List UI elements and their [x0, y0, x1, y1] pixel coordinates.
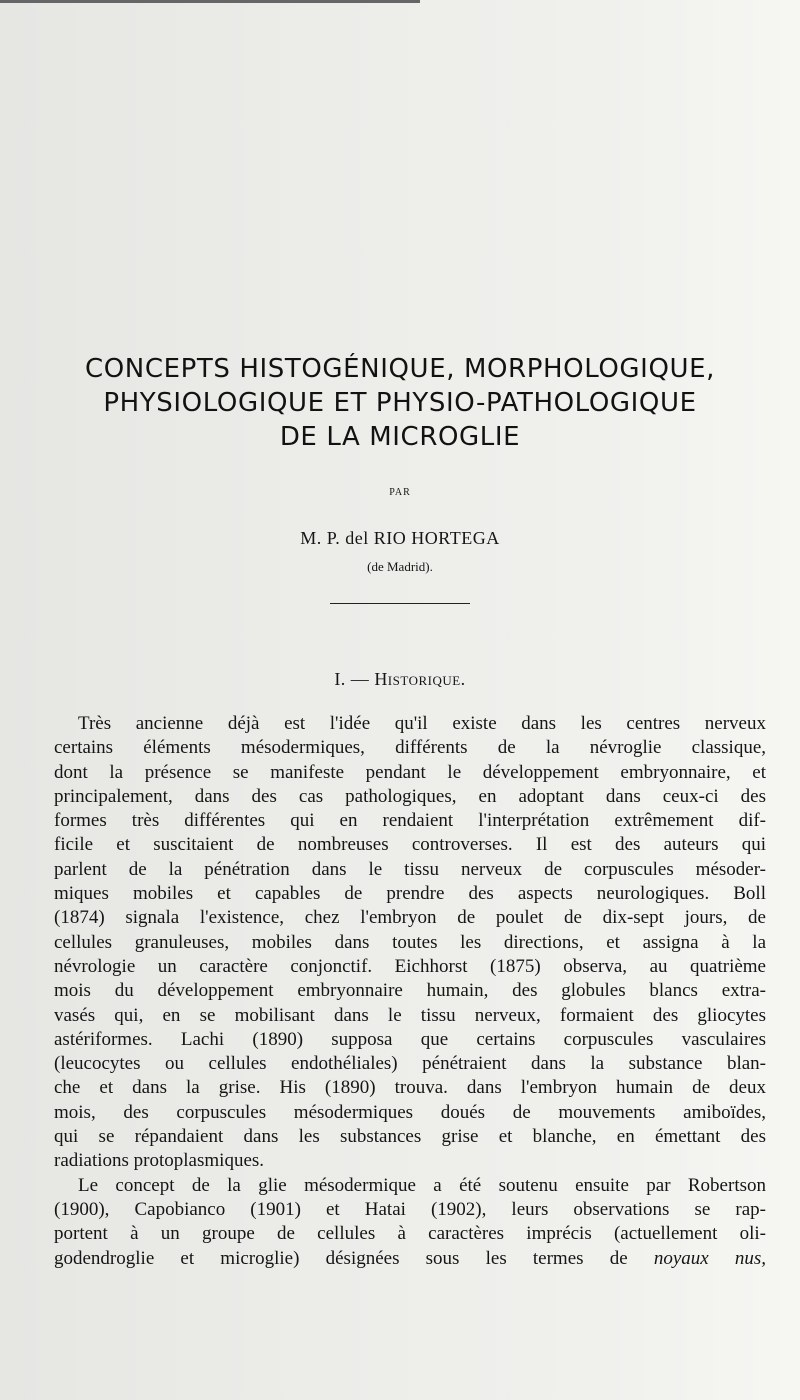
italic-term: noyaux nus, [653, 1247, 766, 1269]
text-line: Très ancienne déjà est l'idée qu'il existe dans les centres nerveux [78, 713, 766, 734]
text-line: (1874) signala l'existence, chez l'embryon de poulet de dix-sept jours, de [54, 907, 766, 929]
text-line: vasés qui, en se mobilisant dans le tissu nerveux, formaient des gliocytes [54, 1004, 766, 1026]
paragraph-2 [54, 1174, 766, 1271]
text-line: miques mobiles et capables de prendre des aspects neurologiques. Boll [54, 883, 766, 905]
text-line: certains éléments mésodermiques, différents de la névroglie classique, [54, 737, 766, 759]
text-line: principalement, dans des cas pathologiques, en adoptant dans ceux-ci des [54, 785, 766, 807]
text-line: Le concept de la glie mésodermique a été soutenu ensuite par Robertson [78, 1174, 766, 1196]
top-rule [0, 0, 420, 3]
text-line-start: godendroglie et microglie) désignées sous les termes de [54, 1247, 628, 1269]
author-affiliation: (de Madrid). [367, 559, 433, 574]
text-line: astériformes. Lachi (1890) supposa que certains corpuscules vasculaires [54, 1028, 766, 1050]
text-line: radiations protoplasmiques. [54, 1150, 265, 1172]
text-line: qui se répandaient dans les substances grise et blanche, en émettant des [54, 1126, 766, 1148]
text-line [54, 1247, 766, 1271]
byline-par: PAR [389, 487, 411, 498]
section-number: I. — [334, 669, 370, 689]
section-heading [0, 669, 800, 690]
text-line: mois du développement embryonnaire humain, des globules blancs extra- [54, 980, 766, 1002]
text-line: parlent de la pénétration dans le tissu nerveux de corpuscules mésoder- [54, 858, 766, 880]
paragraph-1 [54, 712, 766, 1174]
text-line: formes très différentes qui en rendaient l'interprétation extrêmement dif- [54, 810, 766, 832]
text-line: portent à un groupe de cellules à caractères imprécis (actuellement oli- [54, 1223, 766, 1245]
title-line: CONCEPTS HISTOGÉNIQUE, MORPHOLOGIQUE, [84, 354, 716, 384]
article-title [0, 352, 800, 454]
section-title: Historique. [374, 669, 466, 689]
text-line: (1900), Capobianco (1901) et Hatai (1902), leurs observations se rap- [54, 1198, 766, 1220]
body-text [54, 712, 766, 1271]
text-line: névrologie un caractère conjonctif. Eichhorst (1875) observa, au quatrième [54, 955, 766, 977]
author-name: M. P. del RIO HORTEGA [300, 528, 500, 548]
text-line: dont la présence se manifeste pendant le développement embryonnaire, et [54, 761, 766, 783]
title-line: PHYSIOLOGIQUE ET PHYSIO-PATHOLOGIQUE [103, 388, 697, 418]
separator-rule [330, 603, 470, 604]
text-line: (leucocytes ou cellules endothéliales) pénétraient dans la substance blan- [54, 1053, 766, 1075]
title-line: DE LA MICROGLIE [279, 422, 521, 452]
text-line: ficile et suscitaient de nombreuses controverses. Il est des auteurs qui [54, 834, 766, 856]
text-line: che et dans la grise. His (1890) trouva. dans l'embryon humain de deux [54, 1077, 766, 1099]
text-line: cellules granuleuses, mobiles dans toutes les directions, et assigna à la [54, 931, 766, 953]
text-line: mois, des corpuscules mésodermiques doués de mouvements amiboïdes, [54, 1101, 766, 1123]
